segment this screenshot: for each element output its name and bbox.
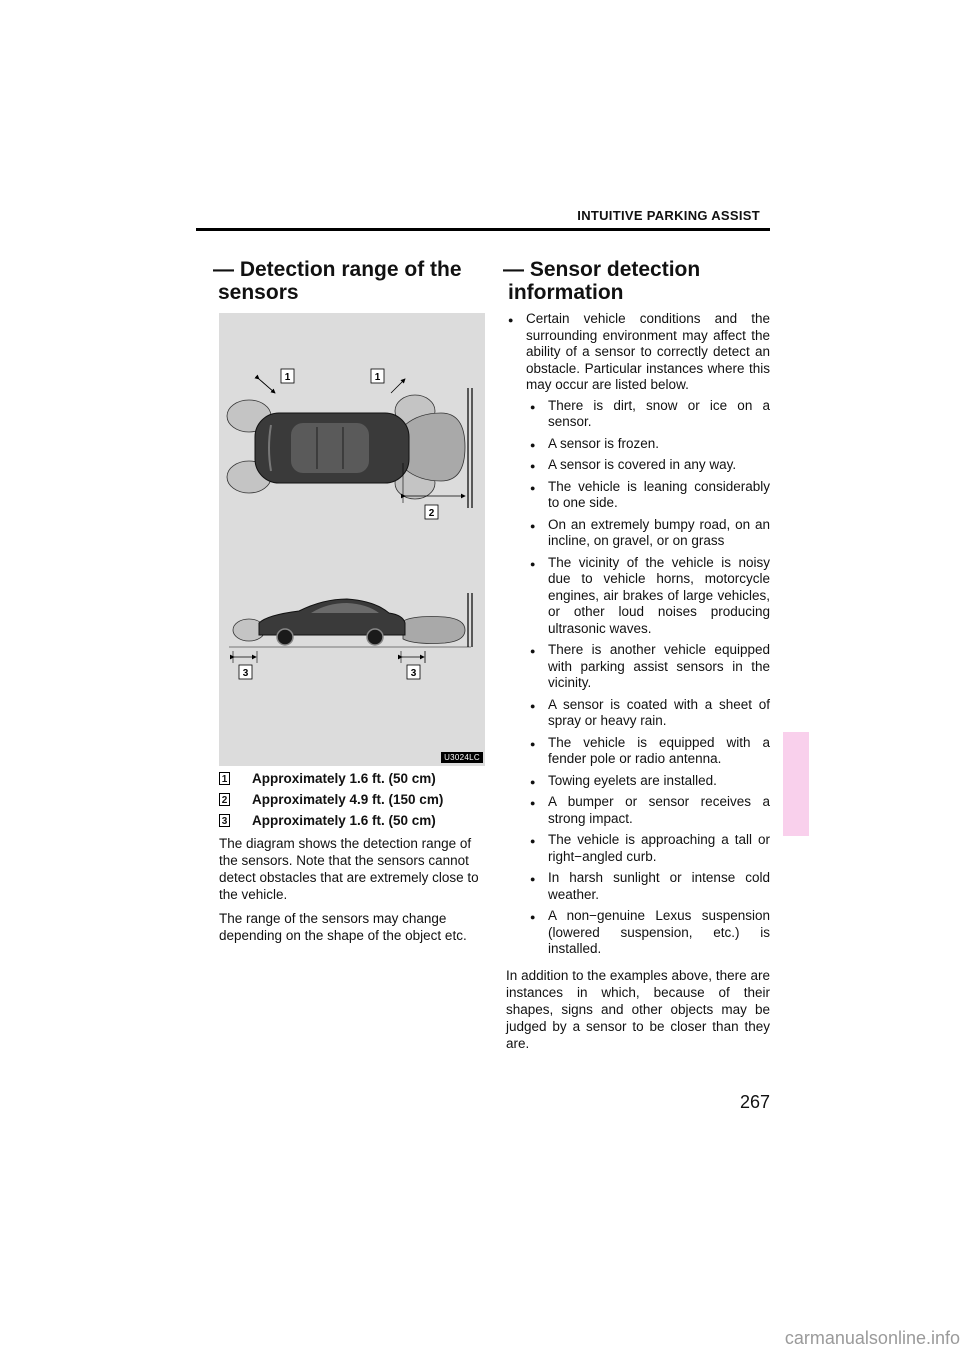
sub-bullet: ● Towing eyelets are installed. bbox=[506, 773, 770, 790]
detection-range-diagram bbox=[219, 313, 485, 766]
legend-item bbox=[219, 789, 489, 810]
legend-text: Approximately 1.6 ft. (50 cm) bbox=[252, 813, 436, 828]
legend-item bbox=[219, 810, 489, 831]
sensor-conditions-list bbox=[506, 311, 770, 963]
body-paragraph: The range of the sensors may change depending on the shape of the object etc. bbox=[219, 911, 467, 943]
sub-bullet: ● A sensor is coated with a sheet of spray or heavy rain. bbox=[506, 697, 770, 730]
heading-line-1: — Sensor detection bbox=[503, 258, 701, 281]
car-top-view bbox=[255, 413, 409, 483]
callout-2: 2 bbox=[428, 508, 435, 519]
sub-bullet: ● On an extremely bumpy road, on an incline, on gravel, or on grass bbox=[506, 517, 770, 550]
sub-bullet: ● The vicinity of the vehicle is noisy due to vehicle horns, motorcycle engines, air brakes of large vehicles, or other loud noises producing ultrasonic waves. bbox=[506, 555, 770, 638]
heading-line-1: — Detection range of the bbox=[213, 258, 462, 281]
legend bbox=[219, 768, 489, 831]
callout-1-right: 1 bbox=[374, 372, 381, 383]
figure-code: U3024LC bbox=[441, 752, 483, 763]
sub-bullet: ● The vehicle is equipped with a fender pole or radio antenna. bbox=[506, 735, 770, 768]
chapter-tab-marker bbox=[783, 732, 809, 836]
heading-line-2: information bbox=[508, 281, 624, 304]
body-paragraph: The diagram shows the detection range of the sensors. Note that the sensors cannot detect obstacles that are extremely close to the vehicle. bbox=[219, 836, 479, 902]
callout-1-left: 1 bbox=[284, 372, 291, 383]
heading-line-2: sensors bbox=[218, 281, 299, 304]
page-header-title: INTUITIVE PARKING ASSIST bbox=[577, 208, 760, 223]
callout-3-left: 3 bbox=[242, 668, 249, 679]
section-heading-detection-range bbox=[213, 258, 462, 304]
sub-bullet: ● A sensor is frozen. bbox=[506, 436, 770, 453]
sub-bullet: ● A sensor is covered in any way. bbox=[506, 457, 770, 474]
sub-bullet: ● There is another vehicle equipped with parking assist sensors in the vicinity. bbox=[506, 642, 770, 692]
sub-bullet: ● A bumper or sensor receives a strong impact. bbox=[506, 794, 770, 827]
main-bullet: ● Certain vehicle conditions and the surrounding environment may affect the ability of a sensor to correctly detect an obstacle. Particular instances where this may occur are listed below. bbox=[506, 311, 770, 394]
diagram-svg bbox=[219, 313, 485, 766]
legend-number: 1 bbox=[219, 772, 230, 785]
closing-paragraph: In addition to the examples above, there are instances in which, because of their shapes, signs and other objects may be judged by a sensor to be closer than they are. bbox=[506, 968, 770, 1051]
callout-3-right: 3 bbox=[410, 668, 417, 679]
sub-bullet: ● A non−genuine Lexus suspension (lowered suspension, etc.) is installed. bbox=[506, 908, 770, 958]
watermark: carmanualsonline.info bbox=[784, 1328, 960, 1348]
sub-bullet: ● There is dirt, snow or ice on a sensor. bbox=[506, 398, 770, 431]
header-rule bbox=[196, 228, 770, 231]
rear-sensor-zone bbox=[405, 413, 465, 481]
sub-bullet: ● The vehicle is approaching a tall or right−angled curb. bbox=[506, 832, 770, 865]
sub-bullet: ● The vehicle is leaning considerably to one side. bbox=[506, 479, 770, 512]
legend-number: 2 bbox=[219, 793, 230, 806]
legend-text: Approximately 4.9 ft. (150 cm) bbox=[252, 792, 444, 807]
page-number: 267 bbox=[739, 1092, 770, 1112]
sub-bullet: ● In harsh sunlight or intense cold weather. bbox=[506, 870, 770, 903]
legend-text: Approximately 1.6 ft. (50 cm) bbox=[252, 771, 436, 786]
section-heading-sensor-info bbox=[503, 258, 700, 304]
legend-number: 3 bbox=[219, 814, 230, 827]
car-side-view bbox=[259, 599, 405, 645]
side-rear-zone bbox=[403, 617, 465, 644]
legend-item bbox=[219, 768, 489, 789]
